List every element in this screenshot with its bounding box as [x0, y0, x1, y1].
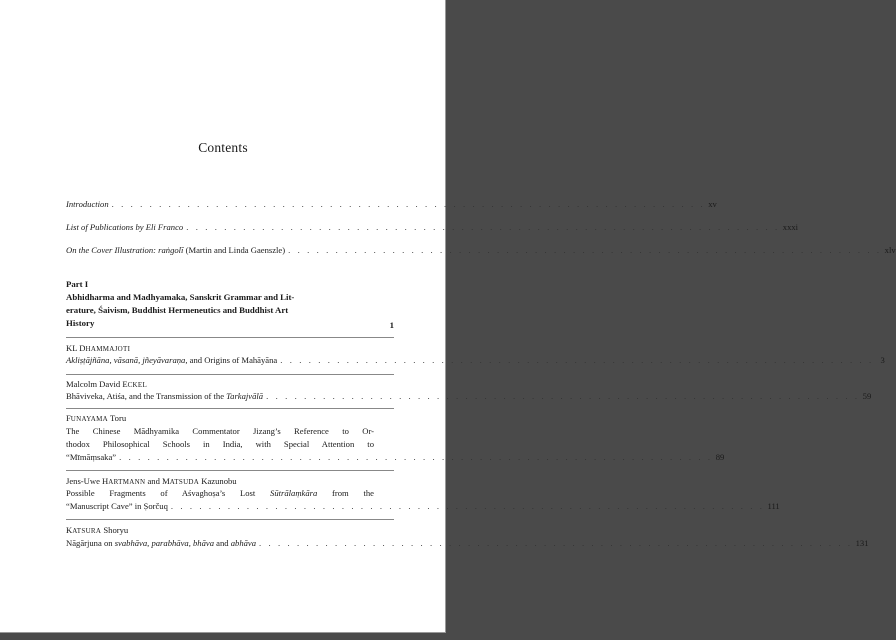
entry-author: FUNAYAMA Toru [66, 413, 127, 423]
divider [66, 374, 394, 375]
toc-entry-title: Nāgārjuna on svabhāva, parabhāva, bhāva and abhāva [66, 538, 257, 548]
page-title: Contents [198, 140, 248, 155]
toc-entry-hartmann[interactable] [66, 500, 780, 513]
entry-author: Jens-Uwe HARTMANN and MATSUDA Kazunobu [66, 476, 237, 486]
leader-dots: . . . . . . . . . . . . . . . . . . . . . . . . . . . . . . . . . . . . . . . . . . . . . . . . . . . . . . . . . . . . . . . [170, 501, 765, 511]
toc-entry-page: xxxi [782, 222, 799, 232]
toc-entry-hartmann-title[interactable]: Possible Fragments of Aśvaghoṣa’s Lost Sūtrālaṃkāra from the [66, 488, 374, 498]
leader-dots: . . . . . . . . . . . . . . . . . . . . . . . . . . . . . . . . . . . . . . . . . . . . . . . . . . . . . . . . . . . . . . . [288, 245, 882, 255]
toc-entry-eckel[interactable] [66, 390, 872, 403]
leader-dots: . . . . . . . . . . . . . . . . . . . . . . . . . . . . . . . . . . . . . . . . . . . . . . . . . . . . . . . . . . . . . . . [111, 199, 706, 209]
leader-dots: . . . . . . . . . . . . . . . . . . . . . . . . . . . . . . . . . . . . . . . . . . . . . . . . . . . . . . . . . . . . . . . [259, 538, 853, 548]
leader-dots: . . . . . . . . . . . . . . . . . . . . . . . . . . . . . . . . . . . . . . . . . . . . . . . . . . . . . . . . . . . . . . . [186, 222, 780, 232]
toc-entry-funayama[interactable] [66, 451, 725, 464]
divider [66, 470, 394, 471]
toc-entry-title: “Manuscript Cave” in Ṣorčuq [66, 501, 168, 511]
leader-dots: . . . . . . . . . . . . . . . . . . . . . . . . . . . . . . . . . . . . . . . . . . . . . . . . . . . . . . . . . . . . . . . [266, 391, 860, 401]
entry-author: Malcolm David ECKEL [66, 379, 148, 389]
toc-entry-page: 89 [715, 452, 725, 462]
toc-entry-page: 111 [767, 501, 780, 511]
toc-entry-page: xlv [884, 245, 896, 255]
toc-entry-publications[interactable] [66, 221, 799, 234]
toc-entry-introduction[interactable] [66, 198, 717, 211]
entry-author: KATSURA Shoryu [66, 525, 129, 535]
toc-entry-title: “Mīmāṃsaka” [66, 452, 117, 462]
toc-entry-page: 59 [862, 391, 872, 401]
toc-entry-funayama-title[interactable]: The Chinese Mādhyamika Commentator Jizang’s Reference to Or- thodox Philosophical Schools in India, with Special Attention to [66, 426, 374, 449]
part-title[interactable]: Abhidharma and Madhyamaka, Sanskrit Grammar and Lit- erature, Śaivism, Buddhist Hermeneutics and Buddhist Art History [66, 292, 295, 328]
entry-author: KL DHAMMAJOTI [66, 343, 131, 353]
toc-entry-title: List of Publications by Eli Franco [66, 222, 184, 232]
part-label: Part I [66, 279, 89, 289]
toc-entry-page: 3 [880, 355, 885, 365]
toc-entry-katsura[interactable] [66, 537, 869, 550]
toc-entry-title: Introduction [66, 199, 109, 209]
divider [66, 337, 394, 338]
toc-entry-page: 131 [855, 538, 869, 548]
toc-entry-dhammajoti[interactable] [66, 354, 885, 367]
toc-entry-title: On the Cover Illustration: raṅgolī (Martin and Linda Gaenszle) [66, 245, 286, 255]
divider [66, 408, 394, 409]
toc-entry-page: xv [708, 199, 717, 209]
toc-entry-title: Akliṣṭājñāna, vāsanā, jñeyāvaraṇa, and Origins of Mahāyāna [66, 355, 278, 365]
leader-dots: . . . . . . . . . . . . . . . . . . . . . . . . . . . . . . . . . . . . . . . . . . . . . . . . . . . . . . . . . . . . . . . [119, 452, 713, 462]
toc-entry-cover-illustration[interactable] [66, 244, 896, 257]
toc-entry-title: Bhāviveka, Atiśa, and the Transmission of the Tarkajvālā [66, 391, 264, 401]
leader-dots: . . . . . . . . . . . . . . . . . . . . . . . . . . . . . . . . . . . . . . . . . . . . . . . . . . . . . . . . . . . . . . . [280, 355, 874, 365]
divider [66, 519, 394, 520]
part-page: 1 [389, 320, 394, 330]
